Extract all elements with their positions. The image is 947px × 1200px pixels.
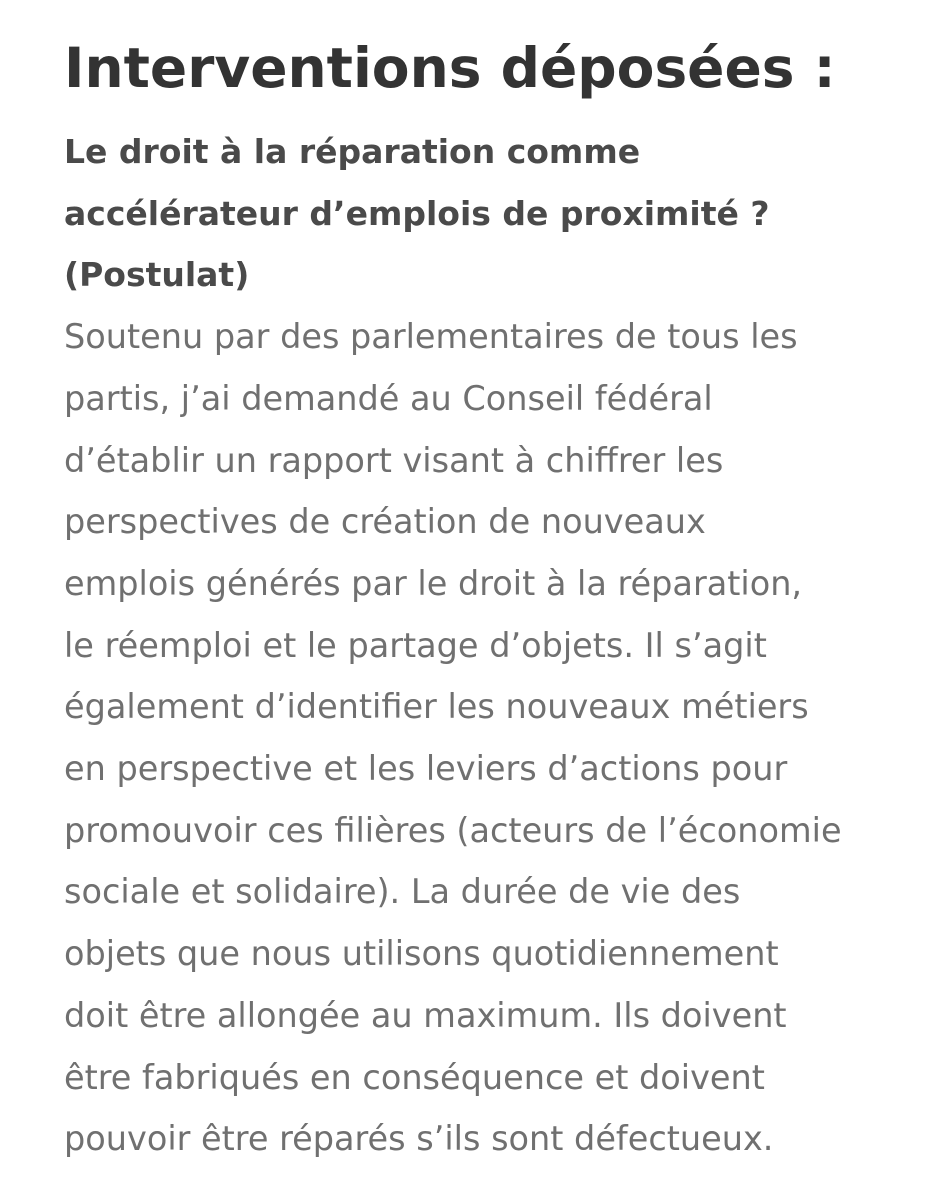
body-line: être fabriqués en conséquence et doivent	[64, 1057, 765, 1097]
body-line: promouvoir ces filières (acteurs de l’économie	[64, 810, 842, 850]
body-line: emplois générés par le droit à la réparation,	[64, 563, 803, 603]
body-line: perspectives de création de nouveaux	[64, 502, 706, 542]
body-line: en perspective et les leviers d’actions pour	[64, 749, 788, 789]
intervention-title-line: Le droit à la réparation comme	[64, 132, 641, 171]
body-line: partis, j’ai demandé au Conseil fédéral	[64, 378, 713, 418]
body-line: Soutenu par des parlementaires de tous les	[64, 317, 798, 357]
body-line: pouvoir être réparés s’ils sont défectueux.	[64, 1119, 774, 1159]
page-title: Interventions déposées :	[64, 36, 836, 100]
body-line: objets que nous utilisons quotidiennement	[64, 934, 779, 974]
intervention-title-line: accélérateur d’emplois de proximité ?	[64, 193, 770, 233]
intervention-title-line: (Postulat)	[64, 255, 250, 295]
body-line: le réemploi et le partage d’objets. Il s’agit	[64, 625, 767, 665]
body-line: également d’identifier les nouveaux métiers	[64, 687, 809, 727]
body-line: doit être allongée au maximum. Ils doivent	[64, 995, 787, 1035]
intervention-title	[64, 108, 934, 306]
body-line: sociale et solidaire). La durée de vie des	[64, 872, 741, 912]
body-line: d’établir un rapport visant à chiffrer les	[64, 440, 724, 480]
intervention-description	[64, 306, 934, 1170]
article-content	[64, 0, 934, 1170]
